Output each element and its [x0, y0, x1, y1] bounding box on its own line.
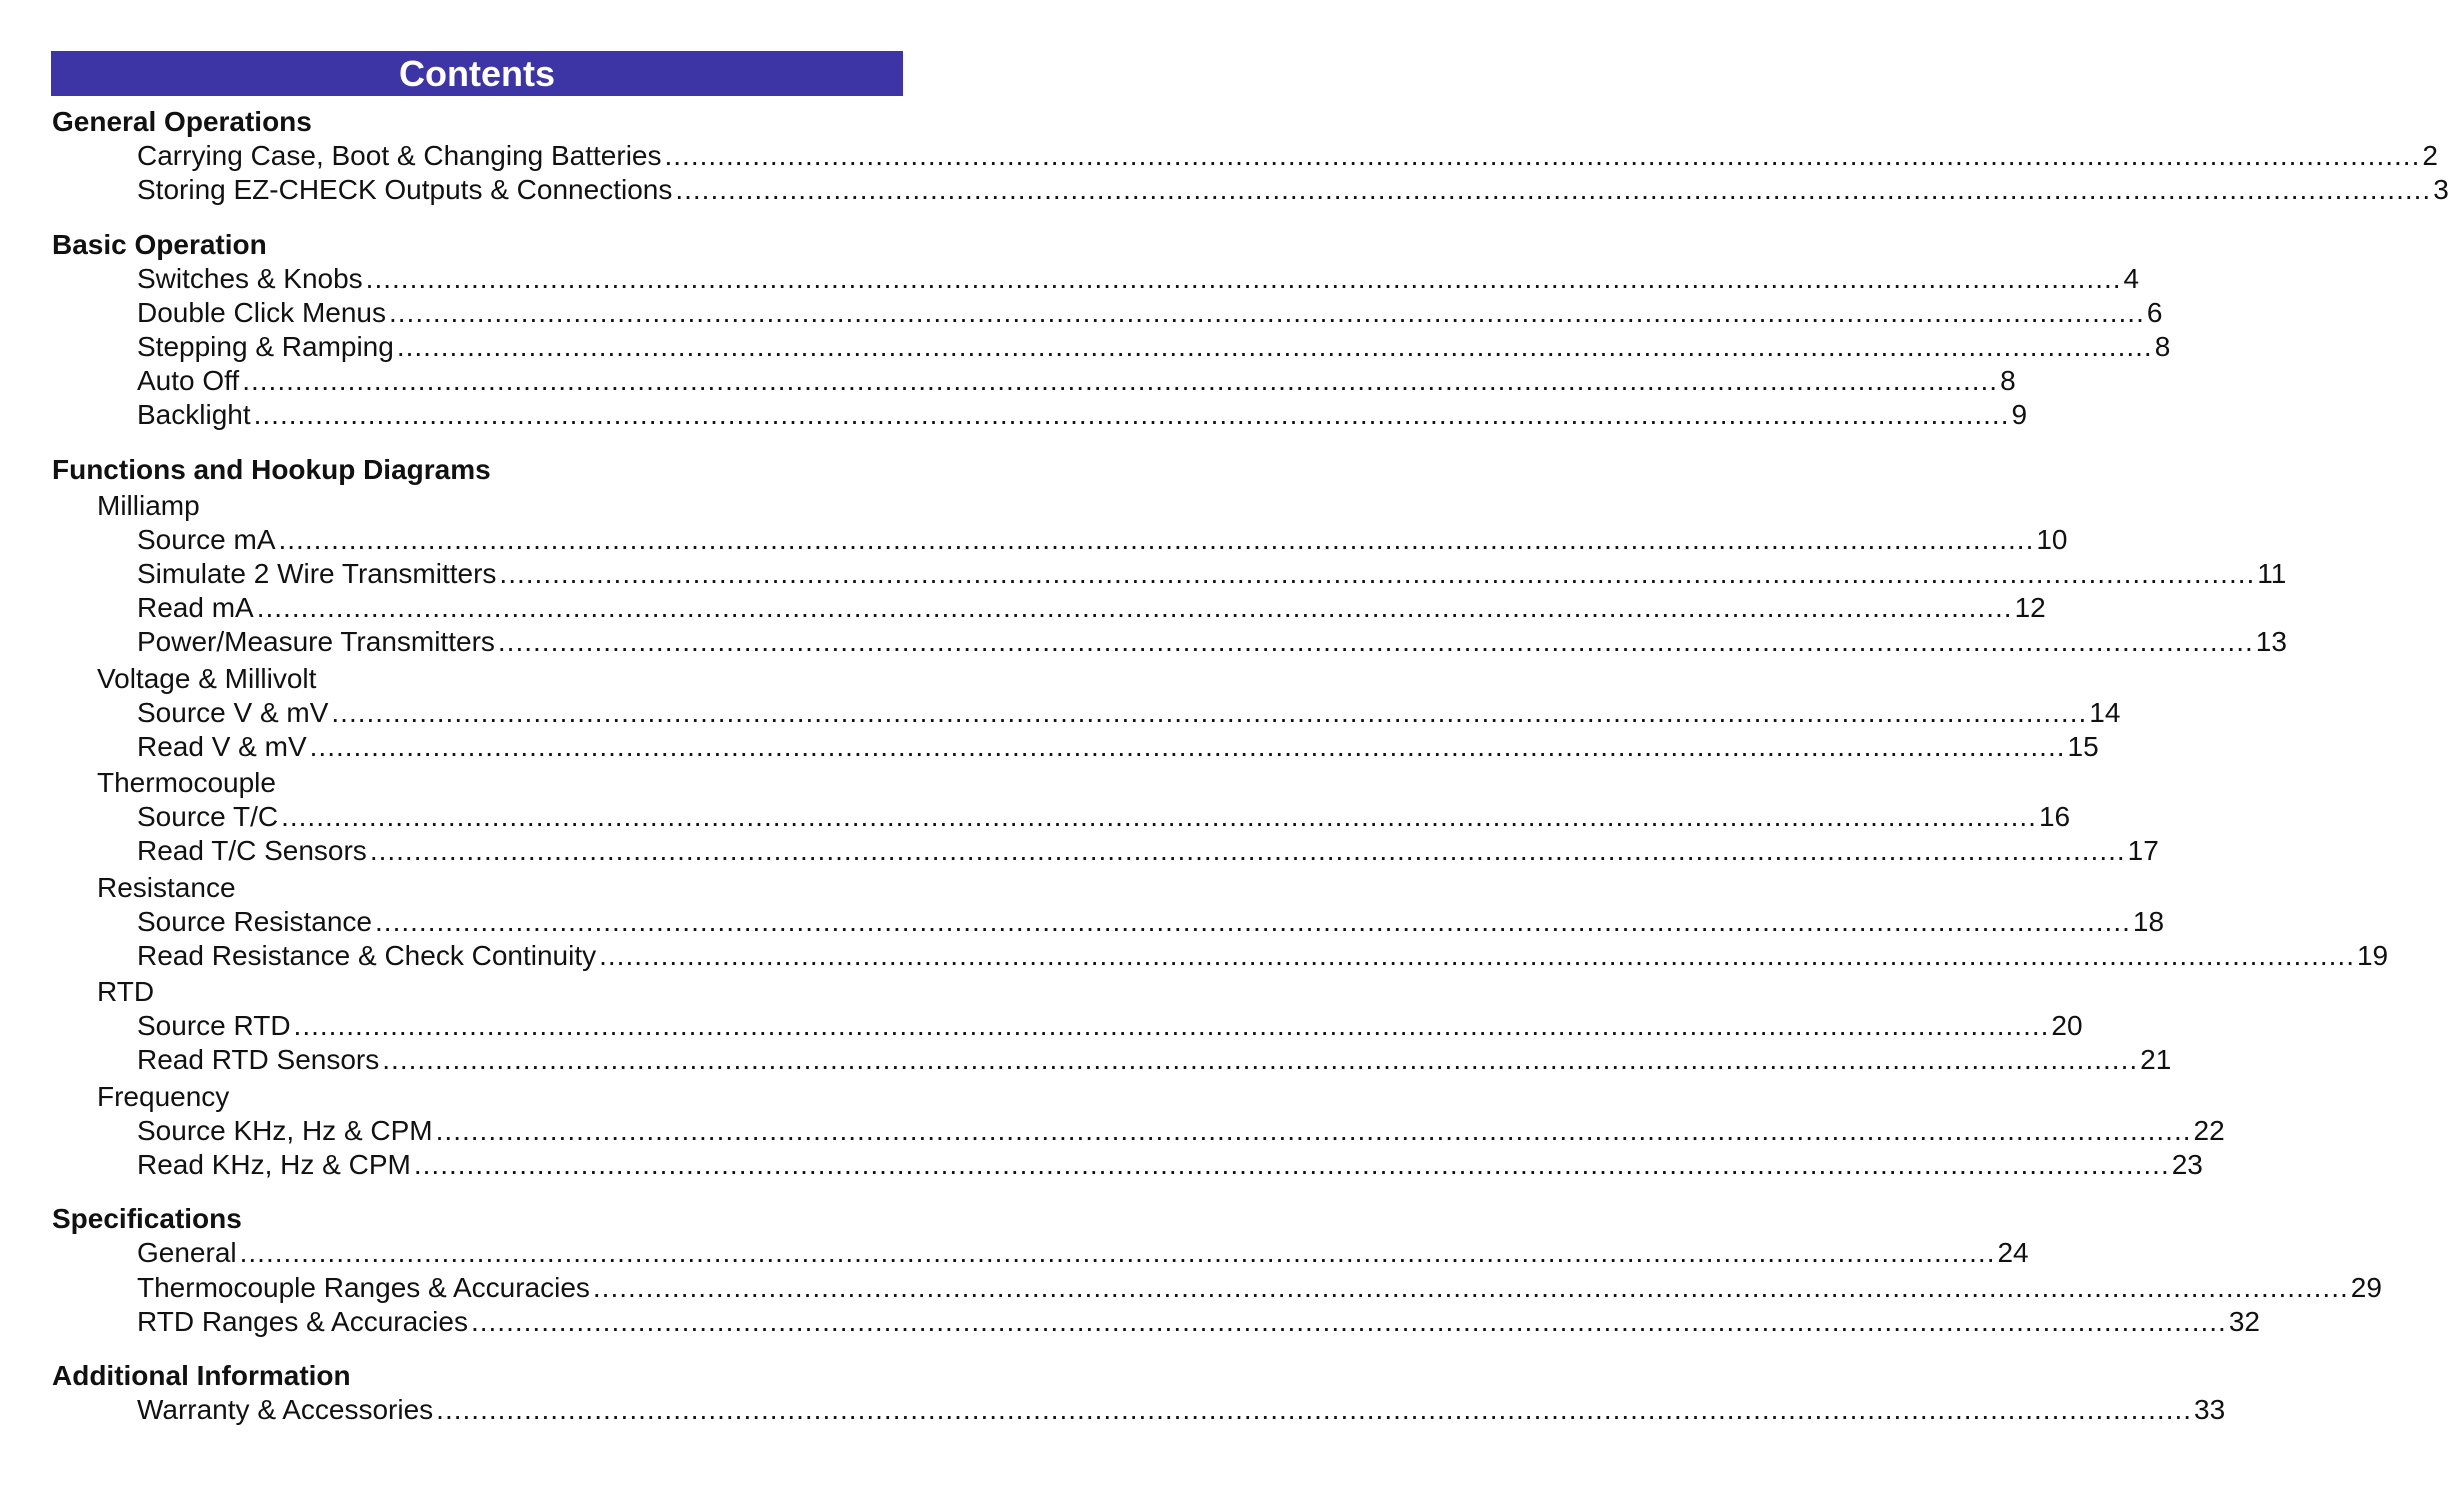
section-heading-basic-operation: Basic Operation	[52, 229, 267, 260]
toc-entry-page: 4	[2123, 263, 2140, 294]
toc-entry-page: 12	[2014, 592, 2046, 623]
toc-entry[interactable]	[137, 1271, 2382, 1305]
toc-entry[interactable]	[137, 173, 2449, 207]
page-title: Contents	[51, 51, 903, 96]
toc-entry[interactable]	[137, 364, 2016, 398]
dot-leader: ........................................................................................................................................................................................................	[239, 1237, 1996, 1268]
toc-entry-title: Stepping & Ramping	[137, 331, 394, 362]
dot-leader: ........................................................................................................................................................................................................	[253, 399, 2010, 430]
toc-entry-title: Carrying Case, Boot & Changing Batteries	[137, 140, 662, 171]
toc-entry-title: Source T/C	[137, 801, 279, 832]
toc-entry-page: 14	[2089, 697, 2121, 728]
toc-entry-title: Source mA	[137, 524, 276, 555]
toc-entry-page: 9	[2011, 399, 2028, 430]
subsection-heading-milliamp: Milliamp	[97, 490, 200, 521]
toc-entry-page: 8	[2154, 331, 2171, 362]
dot-leader: ........................................................................................................................................................................................................	[436, 1394, 2193, 1425]
toc-entry-page: 24	[1997, 1237, 2029, 1268]
toc-entry[interactable]	[137, 557, 2287, 591]
toc-entry-page: 6	[2146, 297, 2163, 328]
toc-entry-page: 3	[2433, 174, 2449, 205]
toc-entry[interactable]	[137, 523, 2068, 557]
toc-entry-title: Switches & Knobs	[137, 263, 363, 294]
dot-leader: ........................................................................................................................................................................................................	[331, 697, 2088, 728]
toc-entry-title: Source RTD	[137, 1010, 291, 1041]
toc-entry[interactable]	[137, 139, 2438, 173]
subsection-heading-thermocouple: Thermocouple	[97, 767, 276, 798]
toc-entry-page: 8	[2000, 365, 2016, 396]
toc-entry-page: 17	[2127, 835, 2159, 866]
toc-entry-title: Power/Measure Transmitters	[137, 626, 495, 657]
toc-entry[interactable]	[137, 1393, 2226, 1427]
dot-leader: ........................................................................................................................................................................................................	[293, 1010, 2050, 1041]
toc-entry-page: 20	[2051, 1010, 2083, 1041]
dot-leader: ........................................................................................................................................................................................................	[365, 263, 2122, 294]
subsection-heading-resistance: Resistance	[97, 872, 236, 903]
toc-entry-page: 2	[2422, 140, 2438, 171]
toc-entry-page: 19	[2356, 940, 2389, 971]
toc-entry[interactable]	[137, 800, 2071, 834]
toc-entry-title: Storing EZ-CHECK Outputs & Connections	[137, 174, 673, 205]
toc-entry-title: Thermocouple Ranges & Accuracies	[137, 1272, 590, 1303]
dot-leader: ........................................................................................................................................................................................................	[281, 801, 2037, 832]
toc-entry-title: General	[137, 1237, 237, 1268]
toc-entry-page: 15	[2067, 731, 2099, 762]
dot-leader: ........................................................................................................................................................................................................	[309, 731, 2066, 762]
toc-entry-page: 10	[2036, 524, 2068, 555]
subsection-heading-rtd: RTD	[97, 976, 155, 1007]
toc-entry-page: 29	[2350, 1272, 2382, 1303]
toc-entry[interactable]	[137, 1043, 2172, 1077]
toc-entry-page: 18	[2132, 906, 2165, 937]
toc-entry-page: 13	[2255, 626, 2287, 657]
toc-entry-title: Simulate 2 Wire Transmitters	[137, 558, 497, 589]
toc-entry[interactable]	[137, 1236, 2029, 1270]
toc-entry-title: Read Resistance & Check Continuity	[137, 940, 597, 971]
dot-leader: ........................................................................................................................................................................................................	[382, 1044, 2139, 1075]
dot-leader: ........................................................................................................................................................................................................	[278, 524, 2035, 555]
toc-entry[interactable]	[137, 262, 2140, 296]
toc-entry[interactable]	[137, 834, 2159, 868]
dot-leader: ........................................................................................................................................................................................................	[256, 592, 2013, 623]
toc-entry-title: Read KHz, Hz & CPM	[137, 1149, 411, 1180]
toc-entry[interactable]	[137, 730, 2099, 764]
subsection-heading-voltage: Voltage & Millivolt	[97, 663, 317, 694]
toc-entry-title: Read mA	[137, 592, 254, 623]
section-heading-specifications: Specifications	[52, 1203, 242, 1234]
toc-entry-title: Double Click Menus	[137, 297, 386, 328]
dot-leader: ........................................................................................................................................................................................................	[413, 1149, 2170, 1180]
section-heading-additional-information: Additional Information	[52, 1360, 351, 1391]
dot-leader: ........................................................................................................................................................................................................	[375, 906, 2131, 937]
dot-leader: ........................................................................................................................................................................................................	[497, 626, 2254, 657]
dot-leader: ........................................................................................................................................................................................................	[242, 365, 1999, 396]
toc-entry[interactable]	[137, 1114, 2225, 1148]
toc-entry-title: Warranty & Accessories	[137, 1394, 434, 1425]
toc-entry[interactable]	[137, 939, 2389, 973]
toc-entry-page: 21	[2140, 1044, 2172, 1075]
toc-entry[interactable]	[137, 905, 2165, 939]
dot-leader: ........................................................................................................................................................................................................	[396, 331, 2153, 362]
toc-entry-title: Read RTD Sensors	[137, 1044, 380, 1075]
toc-entry-page: 11	[2257, 558, 2287, 589]
dot-leader: ........................................................................................................................................................................................................	[389, 297, 2145, 328]
toc-entry[interactable]	[137, 625, 2287, 659]
toc-entry-page: 16	[2038, 801, 2071, 832]
toc-entry-title: Read V & mV	[137, 731, 307, 762]
toc-entry[interactable]	[137, 296, 2163, 330]
subsection-heading-frequency: Frequency	[97, 1081, 230, 1112]
dot-leader: ........................................................................................................................................................................................................	[675, 174, 2432, 205]
toc-entry[interactable]	[137, 591, 2046, 625]
section-heading-general-operations: General Operations	[52, 106, 312, 137]
toc-entry-page: 23	[2171, 1149, 2203, 1180]
dot-leader: ........................................................................................................................................................................................................	[470, 1306, 2227, 1337]
toc-entry-page: 22	[2193, 1115, 2225, 1146]
dot-leader: ........................................................................................................................................................................................................	[435, 1115, 2192, 1146]
dot-leader: ........................................................................................................................................................................................................	[499, 558, 2256, 589]
toc-entry-page: 33	[2194, 1394, 2226, 1425]
toc-entry[interactable]	[137, 696, 2121, 730]
section-heading-functions: Functions and Hookup Diagrams	[52, 454, 491, 485]
toc-entry[interactable]	[137, 1305, 2260, 1339]
toc-entry[interactable]	[137, 1009, 2083, 1043]
toc-entry-page: 32	[2228, 1306, 2260, 1337]
toc-entry[interactable]	[137, 398, 2028, 432]
toc-entry[interactable]	[137, 330, 2171, 364]
dot-leader: ........................................................................................................................................................................................................	[599, 940, 2355, 971]
dot-leader: ........................................................................................................................................................................................................	[592, 1272, 2349, 1303]
toc-entry-title: Source V & mV	[137, 697, 329, 728]
toc-entry-title: Backlight	[137, 399, 251, 430]
toc-entry-title: Read T/C Sensors	[137, 835, 367, 866]
dot-leader: ........................................................................................................................................................................................................	[664, 140, 2421, 171]
dot-leader: ........................................................................................................................................................................................................	[369, 835, 2126, 866]
toc-entry[interactable]	[137, 1148, 2203, 1182]
toc-entry-title: Auto Off	[137, 365, 240, 396]
toc-entry-title: RTD Ranges & Accuracies	[137, 1306, 468, 1337]
toc-entry-title: Source KHz, Hz & CPM	[137, 1115, 433, 1146]
toc-entry-title: Source Resistance	[137, 906, 373, 937]
